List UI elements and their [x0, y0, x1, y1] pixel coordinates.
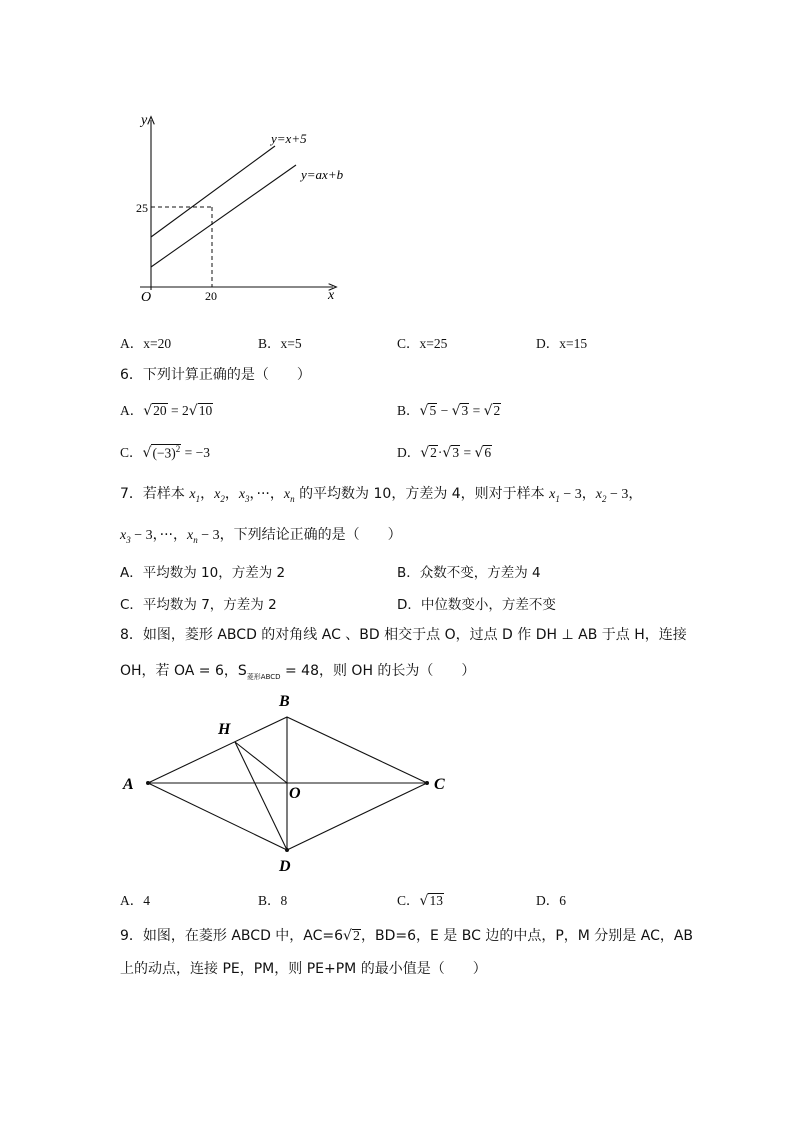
line1-label: y=x+5	[271, 131, 307, 146]
rhombus-figure	[0, 680, 794, 880]
tick-label-x-20: 20	[205, 289, 217, 303]
q6-d-prefix: D．	[397, 445, 421, 460]
q7-option-b[interactable]: B．众数不变，方差为 4	[397, 565, 541, 581]
label-o: O	[289, 785, 301, 802]
q9-line1: 9．如图，在菱形 ABCD 中，AC=6√2，BD=6，E 是 BC 边的中点，P，M 分别是 AC，AB	[120, 928, 694, 944]
q7-line1-a: 7．若样本	[120, 486, 185, 502]
q7-line1: 7．若样本 $x_1$，$x_2$，$x_3$，···，$x_n$ 的平均数为 10，方差为 4，则对于样本 $x_1 - 3$，$x_2 - 3$，	[120, 486, 643, 504]
q8-option-d[interactable]: D．6	[536, 893, 566, 908]
q6-d-radicand2: 3	[452, 445, 460, 460]
label-a: A	[123, 776, 134, 793]
q8-c-prefix: C．	[397, 893, 420, 908]
point-c	[425, 781, 429, 785]
q5-option-a[interactable]: A．x=20	[120, 336, 172, 351]
linear-functions-graph	[0, 0, 794, 320]
q6-c-radicand: (−3)	[152, 445, 176, 460]
q7-option-d[interactable]: D．中位数变小，方差不变	[397, 597, 556, 613]
q9-line1-radicand: 2	[352, 929, 360, 944]
q9-line2: 上的动点，连接 PE，PM，则 PE+PM 的最小值是（ ）	[120, 961, 487, 977]
q6-a-radicand1: 20	[153, 403, 167, 418]
q6-stem: 6．下列计算正确的是（ ）	[120, 367, 311, 383]
q7-line2: $x_3 - 3$，···，$x_n - 3$，下列结论正确的是（ ）	[120, 527, 402, 545]
label-d: D	[279, 858, 291, 875]
q8-option-b[interactable]: B．8	[258, 893, 288, 908]
q6-d-radicand1: 2	[430, 445, 437, 460]
q8-option-a[interactable]: A．4	[120, 893, 150, 908]
y-axis-label: y	[141, 113, 148, 128]
segment-oh	[235, 742, 287, 783]
q6-c-prefix: C．	[120, 445, 143, 460]
q6-b-radicand1: 5	[429, 403, 437, 418]
q7-line1-b: 的平均数为 10，方差为 4，则对于样本	[299, 486, 545, 502]
point-d	[285, 848, 289, 852]
q6-a-radicand2: 10	[198, 403, 213, 418]
q6-b-radicand3: 2	[493, 403, 501, 418]
q8-line1: 8．如图，菱形 ABCD 的对角线 AC 、BD 相交于点 O，过点 D 作 DH ⊥ AB 于点 H，连接	[120, 627, 687, 643]
q8-option-c[interactable]: C．√13	[397, 893, 443, 909]
q8-line2	[120, 660, 475, 682]
q7-option-c[interactable]: C．平均数为 7，方差为 2	[120, 597, 277, 613]
origin-label: O	[141, 290, 152, 305]
q5-option-b[interactable]: B．x=5	[258, 336, 302, 351]
label-b: B	[279, 693, 290, 710]
point-a	[146, 781, 150, 785]
q6-d-eq: =	[460, 445, 475, 460]
q8-line2-sub: 菱形ABCD	[246, 672, 281, 681]
q5-option-c[interactable]: C．x=25	[397, 336, 448, 351]
q6-d-radicand3: 6	[484, 445, 492, 460]
q8-line2-b: = 48，则 OH 的长为（ ）	[280, 663, 476, 679]
q6-b-eq: =	[469, 403, 484, 418]
q6-option-a[interactable]: A．√20 = 2√10	[120, 403, 213, 419]
segment-dh	[235, 742, 287, 850]
q6-a-prefix: A．	[120, 403, 144, 418]
q7-option-a[interactable]: A．平均数为 10，方差为 2	[120, 565, 286, 581]
q6-c-tail: = −3	[181, 445, 211, 460]
q6-a-mid: = 2	[167, 403, 189, 418]
q9-line1-a: 9．如图，在菱形 ABCD 中，AC=6	[120, 928, 344, 944]
label-c: C	[434, 776, 445, 793]
q7-line2-b: ，下列结论正确的是（ ）	[219, 527, 402, 543]
q6-b-mid: −	[437, 403, 452, 418]
q6-b-prefix: B．	[397, 403, 420, 418]
q8-line2-a: OH，若 OA = 6，S	[120, 663, 247, 679]
q5-option-d[interactable]: D．x=15	[536, 336, 588, 351]
q6-option-b[interactable]: B．√5 − √3 = √2	[397, 403, 501, 419]
q6-option-c[interactable]: C．$√(-3)^2 = -3$	[120, 443, 211, 461]
line2-label: y=ax+b	[301, 167, 344, 182]
label-h: H	[218, 721, 231, 738]
q6-d-mid: ·	[437, 445, 443, 460]
tick-label-y-25: 25	[136, 201, 148, 215]
q8-c-radicand: 13	[429, 893, 443, 908]
x-axis-label: x	[328, 288, 335, 303]
q6-option-d[interactable]: D．√2·√3 = √6	[397, 445, 492, 461]
q9-line1-b: ，BD=6，E 是 BC 边的中点，P，M 分别是 AC，AB	[360, 928, 694, 944]
line-y-ax-plus-b	[151, 165, 296, 267]
q6-c-exponent: 2	[175, 443, 181, 454]
q6-b-radicand2: 3	[461, 403, 469, 418]
